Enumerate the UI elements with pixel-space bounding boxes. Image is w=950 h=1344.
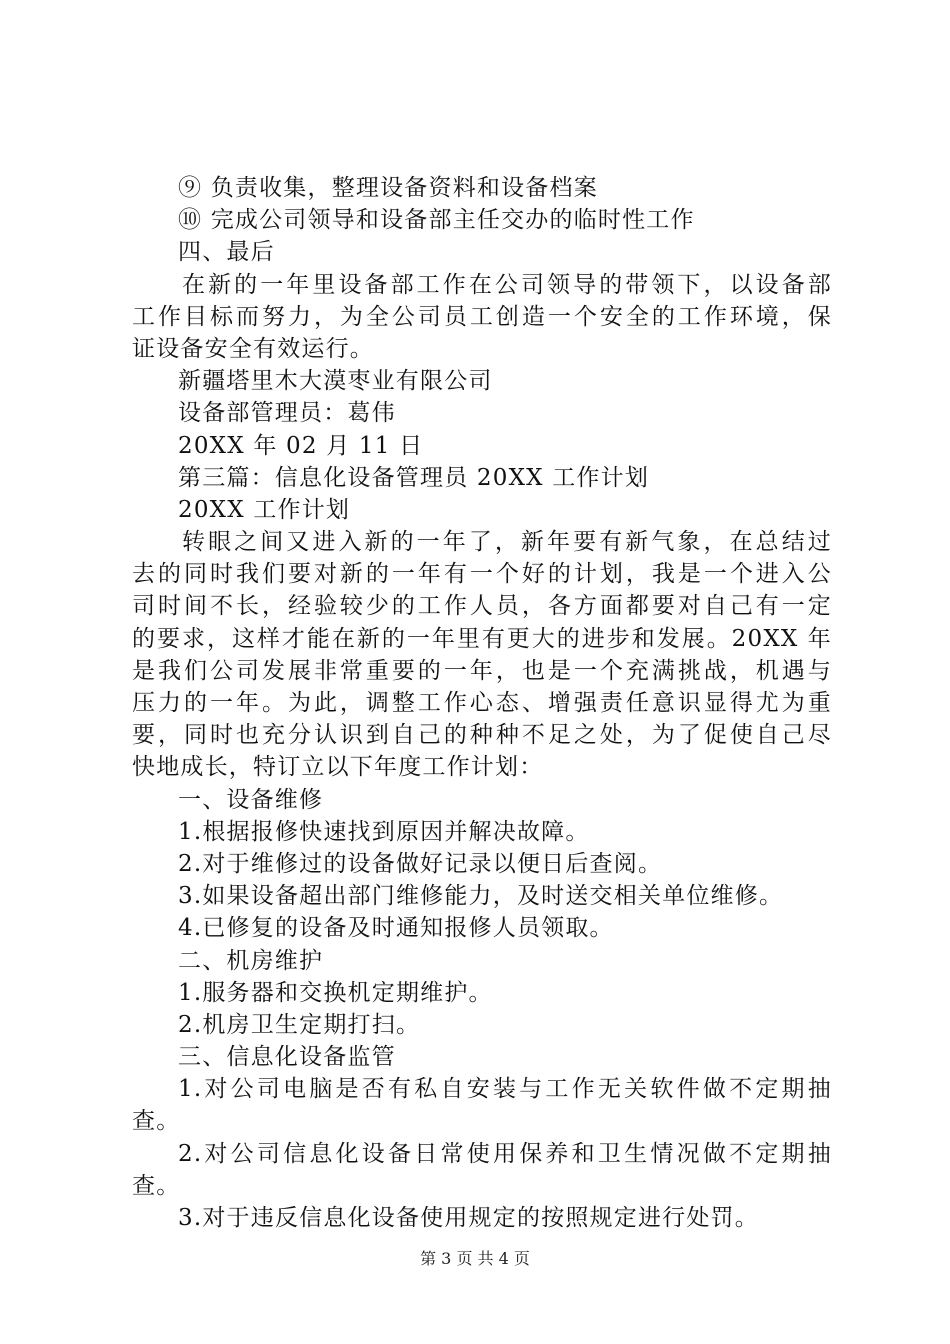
list-item: 3.对于违反信息化设备使用规定的按照规定进行处罚。: [178, 1205, 759, 1231]
paragraph-line: ⑨ 负责收集，整理设备资料和设备档案: [178, 175, 598, 201]
paragraph-line: 是我们公司发展非常重要的一年，也是一个充满挑战，机遇与: [132, 657, 832, 684]
list-item: 1.服务器和交换机定期维护。: [178, 979, 493, 1006]
list-item: 2.对于维修过的设备做好记录以便日后查阅。: [178, 850, 663, 877]
section-heading: 四、最后: [178, 239, 275, 266]
list-item: 1.根据报修快速找到原因并解决故障。: [178, 818, 590, 845]
paragraph-line: 证设备安全有效运行。: [132, 335, 374, 362]
paragraph-line: 转眼之间又进入新的一年了，新年要有新气象，在总结过: [182, 529, 832, 556]
section-heading: 一、设备维修: [178, 786, 324, 813]
paragraph-line: 去的同时我们要对新的一年有一个好的计划，我是一个进入公: [132, 561, 832, 588]
page-number-footer: 第 3 页 共 4 页: [420, 1249, 530, 1268]
paragraph-line: 要，同时也充分认识到自己的种种不足之处，为了促使自己尽: [132, 722, 832, 749]
date-line: 20XX 年 02 月 11 日: [178, 432, 424, 459]
paragraph-line: 快地成长，特订立以下年度工作计划：: [132, 754, 544, 781]
paragraph-line: 司时间不长，经验较少的工作人员，各方面都要对自己有一定: [132, 593, 832, 620]
list-item-continuation: 查。: [132, 1172, 181, 1199]
section-heading: 二、机房维护: [178, 947, 324, 974]
company-name: 新疆塔里木大漠枣业有限公司: [178, 368, 493, 395]
section-heading: 三、信息化设备监管: [178, 1044, 396, 1071]
list-item: 1.对公司电脑是否有私自安装与工作无关软件做不定期抽: [178, 1076, 832, 1103]
list-item-continuation: 查。: [132, 1108, 181, 1135]
chapter-title: 第三篇：信息化设备管理员 20XX 工作计划: [178, 464, 650, 491]
paragraph-line: ⑩ 完成公司领导和设备部主任交办的临时性工作: [178, 207, 695, 234]
list-item: 4.已修复的设备及时通知报修人员领取。: [178, 915, 614, 942]
author-line: 设备部管理员：葛伟: [178, 400, 396, 427]
plan-title: 20XX 工作计划: [178, 496, 351, 523]
list-item: 2.对公司信息化设备日常使用保养和卫生情况做不定期抽: [178, 1140, 832, 1167]
paragraph-line: 压力的一年。为此，调整工作心态、增强责任意识显得尤为重: [132, 690, 832, 716]
list-item: 2.机房卫生定期打扫。: [178, 1011, 421, 1038]
list-item: 3.如果设备超出部门维修能力，及时送交相关单位维修。: [178, 883, 784, 910]
paragraph-line: 工作目标而努力，为全公司员工创造一个安全的工作环境，保: [132, 303, 832, 330]
paragraph-line: 在新的一年里设备部工作在公司领导的带领下，以设备部: [182, 271, 832, 298]
document-body: [132, 172, 832, 1234]
paragraph-line: 的要求，这样才能在新的一年里有更大的进步和发展。20XX 年: [132, 625, 832, 652]
